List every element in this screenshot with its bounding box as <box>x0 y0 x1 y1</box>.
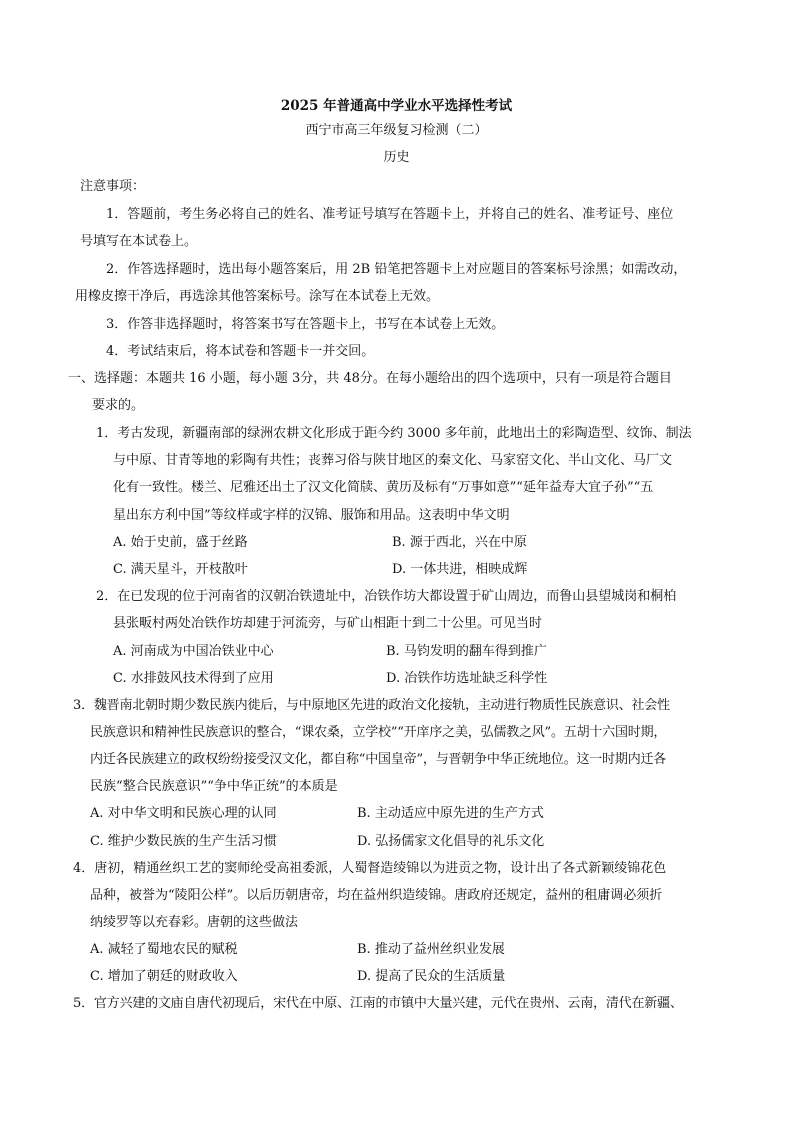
note-1-line-2: 号填写在本试卷上。 <box>80 234 198 249</box>
subject-title: 历史 <box>383 150 410 165</box>
question-4-option-a: A. 减轻了蜀地农民的赋税 <box>90 942 238 957</box>
question-4-line-3: 纳绫罗等以充春彩。唐朝的这些做法 <box>90 915 299 930</box>
question-1-option-b: B. 源于西北，兴在中原 <box>392 535 527 550</box>
question-1-line-2: 与中原、甘青等地的彩陶有共性；丧葬习俗与陕甘地区的秦文化、马家窑文化、半山文化、马厂文 <box>113 453 673 468</box>
question-2-option-a: A. 河南成为中国冶铁业中心 <box>113 644 274 659</box>
exam-title: 2025 年普通高中学业水平选择性考试 <box>280 98 513 114</box>
question-4-option-d: D. 提高了民众的生活质量 <box>357 969 506 984</box>
question-4-option-c: C. 增加了朝廷的财政收入 <box>90 969 238 984</box>
question-2-line-2: 县张畈村两处冶铁作坊却建于河流旁，与矿山相距十到二十公里。可见当时 <box>113 616 543 631</box>
question-4-option-b: B. 推动了益州丝织业发展 <box>357 942 505 957</box>
note-4: 4．考试结束后，将本试卷和答题卡一并交回。 <box>106 344 375 359</box>
notes-heading: 注意事项： <box>80 179 146 194</box>
section-1-heading-cont: 要求的。 <box>92 398 145 413</box>
question-2-line-1: 2．在已发现的位于河南省的汉朝冶铁遗址中，冶铁作坊大都设置于矿山周边，而鲁山县望城岗和桐柏 <box>96 589 677 604</box>
question-4-line-1: 4．唐初，精通丝织工艺的窦师纶受高祖委派，人蜀督造绫锦以为进贡之物，设计出了各式新颖绫锦花色 <box>73 861 667 876</box>
note-3: 3．作答非选择题时，将答案书写在答题卡上，书写在本试卷上无效。 <box>106 317 505 332</box>
question-3-line-4: 民族“整合民族意识”“争中华正统”的本质是 <box>90 779 338 794</box>
section-1-heading: 一、选择题：本题共 16 小题，每小题 3分，共 48分。在每小题给出的四个选项中，只有一项是符合题目 <box>68 371 672 386</box>
question-3-option-b: B. 主动适应中原先进的生产方式 <box>357 806 544 821</box>
note-1-line-1: 1．答题前，考生务必将自己的姓名、准考证号填写在答题卡上，并将自己的姓名、准考证号、座位 <box>106 207 674 222</box>
question-3-option-d: D. 弘扬儒家文化倡导的礼乐文化 <box>357 834 545 849</box>
question-1-line-1: 1．考古发现，新疆南部的绿洲农耕文化形成于距今约 3000 多年前，此地出土的彩陶造型、纹饰、制法 <box>96 426 692 441</box>
question-3-option-c: C. 维护少数民族的生产生活习惯 <box>90 834 277 849</box>
question-5-line-1: 5．官方兴建的文庙自唐代初现后，宋代在中原、江南的市镇中大量兴建，元代在贵州、云南，清代在新疆、 <box>73 996 683 1011</box>
note-2-line-1: 2．作答选择题时，选出每小题答案后，用 2B 铅笔把答题卡上对应题目的答案标号涂黑；如需改动， <box>106 262 687 277</box>
question-4-line-2: 品种，被誉为“陵阳公样”。以后历朝唐帝，均在益州织造绫锦。唐政府还规定，益州的租庸调必须折 <box>90 888 663 903</box>
question-1-line-3: 化有一致性。楼兰、尼雅还出土了汉文化简牍、黄历及标有“万事如意”“延年益寿大宜子孙”“五 <box>113 480 654 495</box>
question-1-option-c: C. 满天星斗，开枝散叶 <box>113 562 248 577</box>
question-1-option-d: D. 一体共进，相映成辉 <box>392 562 528 577</box>
question-1-line-4: 星出东方利中国”等纹样或字样的汉锦、服饰和用品。这表明中华文明 <box>113 508 510 523</box>
question-3-line-2: 民族意识和精神性民族意识的整合，“课农桑，立学校”“开庠序之美，弘儒教之风”。五胡十六国时期， <box>90 725 667 740</box>
question-3-line-1: 3．魏晋南北朝时期少数民族内徙后，与中原地区先进的政治文化接轨，主动进行物质性民族意识、社会性 <box>73 698 670 713</box>
note-2-line-2: 用橡皮擦干净后，再选涂其他答案标号。涂写在本试卷上无效。 <box>75 289 440 304</box>
question-3-line-3: 内迁各民族建立的政权纷纷接受汉文化，都自称“中国皇帝”，与晋朝争中华正统地位。这一时期内迁各 <box>90 752 667 767</box>
question-3-option-a: A. 对中华文明和民族心理的认同 <box>90 806 277 821</box>
question-2-option-c: C. 水排鼓风技术得到了应用 <box>113 671 274 686</box>
exam-subtitle: 西宁市高三年级复习检测（二） <box>305 123 488 138</box>
question-2-option-b: B. 马钧发明的翻车得到推广 <box>386 644 547 659</box>
question-2-option-d: D. 冶铁作坊选址缺乏科学性 <box>386 671 548 686</box>
question-1-option-a: A. 始于史前，盛于丝路 <box>113 535 248 550</box>
